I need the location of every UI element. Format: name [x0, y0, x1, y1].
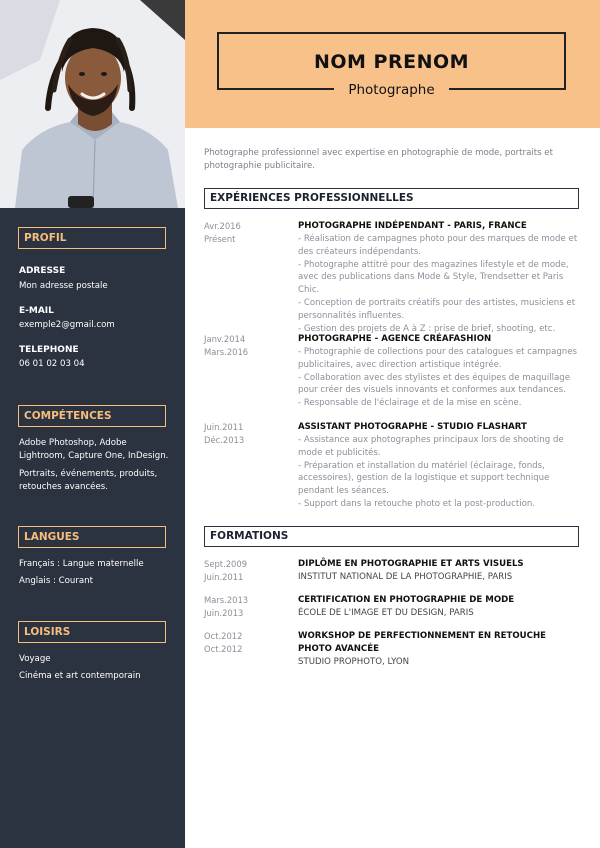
address-label: ADRESSE [19, 266, 66, 276]
langue-item: Français : Langue maternelle [19, 559, 144, 569]
experience-start-date: Avr.2016 [204, 221, 241, 231]
experiences-section-title: EXPÉRIENCES PROFESSIONNELLES [204, 188, 579, 209]
competences-software: Adobe Photoshop, Adobe Lightroom, Capture One, InDesign. [19, 438, 169, 461]
experience-end-date: Présent [204, 234, 236, 244]
loisir-item: Voyage [19, 654, 51, 664]
job-title-wrap [219, 79, 564, 98]
experience-description: - Photographie de collections pour des catalogues et campagnes publicitaires, avec direction artistique intégrée. - Collaboration avec des stylistes et des équipes de maquillage pour créer des visuels innovants et conformes aux tendances. - Responsable de l'éclairage et de la mise en scène. [298, 347, 578, 409]
experience-end-date: Déc.2013 [204, 435, 245, 445]
loisir-item: Cinéma et art contemporain [19, 671, 141, 681]
sidebar [0, 0, 185, 848]
formations-section-title: FORMATIONS [204, 526, 579, 547]
email-value: exemple2@gmail.com [19, 320, 115, 330]
portrait-illustration [0, 0, 185, 208]
formation-school: STUDIO PROPHOTO, LYON [298, 657, 410, 667]
phone-label: TELEPHONE [19, 345, 79, 355]
experience-start-date: Juin.2011 [204, 422, 244, 432]
profil-section-title: PROFIL [18, 227, 166, 249]
formation-start-date: Mars.2013 [204, 595, 249, 605]
experience-end-date: Mars.2016 [204, 347, 249, 357]
name-frame [217, 32, 566, 98]
experience-title: PHOTOGRAPHE - AGENCE CRÉAFASHION [298, 334, 492, 344]
phone-value: 06 01 02 03 04 [19, 359, 85, 369]
loisirs-section-title: LOISIRS [18, 621, 166, 643]
experience-title: ASSISTANT PHOTOGRAPHE - STUDIO FLASHART [298, 422, 527, 432]
experience-description: - Assistance aux photographes principaux lors de shooting de mode et publicités. - Préparation et installation du matériel (éclairage, fonds, accessoires), gestion de la logistique et support technique pendant les séances. - Support dans la retouche photo et la post-production. [298, 435, 564, 509]
formation-end-date: Juin.2013 [204, 608, 244, 618]
address-value: Mon adresse postale [19, 281, 108, 291]
experience-description: - Réalisation de campagnes photo pour des marques de mode et des créateurs indépendants. - Photographe attitré pour des magazines lifestyle et de mode, avec des publications dans Mode & Style, Trendsetter et Paris Chic. - Conception de portraits créatifs pour des artistes, musiciens et personnalités influentes. - Gestion des projets de A à Z : prise de brief, shooting, etc. [298, 234, 578, 334]
header-banner [185, 0, 600, 128]
langue-item: Anglais : Courant [19, 576, 93, 586]
person-name: NOM PRENOM [313, 51, 470, 73]
langues-section-title: LANGUES [18, 526, 166, 548]
competences-skills: Portraits, événements, produits, retouches avancées. [19, 469, 158, 492]
experience-start-date: Janv.2014 [204, 334, 246, 344]
formation-start-date: Sept.2009 [204, 559, 248, 569]
email-label: E-MAIL [19, 306, 54, 316]
experience-title: PHOTOGRAPHE INDÉPENDANT - PARIS, FRANCE [298, 221, 527, 231]
competences-section-title: COMPÉTENCES [18, 405, 166, 427]
profile-photo [0, 0, 185, 208]
profile-summary: Photographe professionnel avec expertise en photographie de mode, portraits et photographie publicitaire. [204, 148, 553, 171]
formation-title: WORKSHOP DE PERFECTIONNEMENT EN RETOUCHE PHOTO AVANCÉE [298, 631, 547, 654]
formation-school: INSTITUT NATIONAL DE LA PHOTOGRAPHIE, PARIS [298, 572, 513, 582]
formation-title: DIPLÔME EN PHOTOGRAPHIE ET ARTS VISUELS [298, 559, 524, 569]
formation-title: CERTIFICATION EN PHOTOGRAPHIE DE MODE [298, 595, 515, 605]
formation-end-date: Juin.2011 [204, 572, 244, 582]
job-title: Photographe [334, 82, 448, 98]
formation-end-date: Oct.2012 [204, 644, 243, 654]
formation-start-date: Oct.2012 [204, 631, 243, 641]
formation-school: ÉCOLE DE L'IMAGE ET DU DESIGN, PARIS [298, 608, 474, 618]
